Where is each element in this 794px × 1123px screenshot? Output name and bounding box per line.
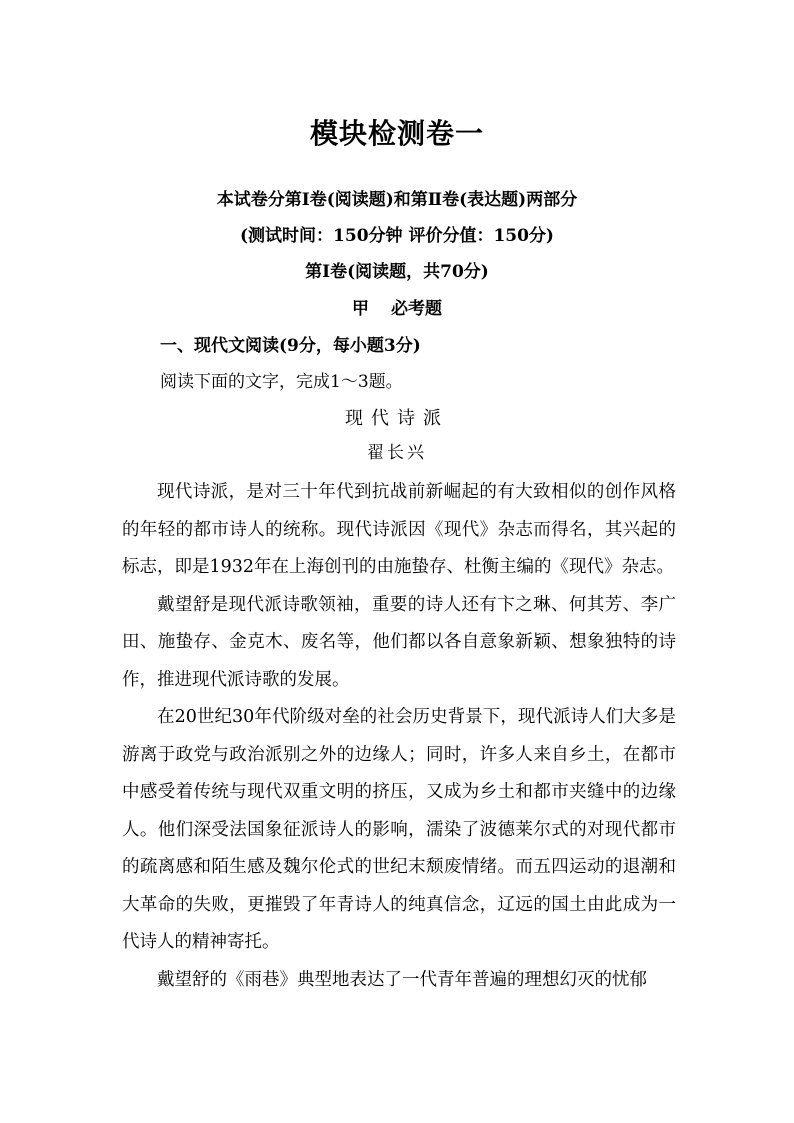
section-label-jia: 甲 <box>352 299 369 319</box>
question-heading: 一、现代文阅读(9分，每小题3分) <box>160 336 421 356</box>
section-label-required: 必考题 <box>391 299 442 319</box>
part-one-title: 第Ⅰ卷(阅读题，共70分) <box>305 262 489 282</box>
article-paragraph: 在20世纪30年代阶级对垒的社会历史背景下，现代派诗人们大多是游离于政党与政治派别之外的边缘人；同时，许多人来自乡土，在都市中感受着传统与现代双重文明的挤压，又成为乡土和都市夹缝中的边缘人。他们深受法国象征派诗人的影响，濡染了波德莱尔式的对现代都市的疏离感和陌生感及魏尔伦式的世纪末颓废情绪。而五四运动的退潮和大革命的失败，更摧毁了年青诗人的纯真信念，辽远的国土由此成为一代诗人的精神寄托。 <box>122 707 676 952</box>
article-body <box>122 474 676 999</box>
article-paragraph: 戴望舒的《雨巷》典型地表达了一代青年普遍的理想幻灭的忧郁 <box>157 969 647 990</box>
article-author: 翟长兴 <box>367 443 427 463</box>
article-paragraph: 戴望舒是现代派诗歌领袖，重要的诗人还有卞之琳、何其芳、李广田、施蛰存、金克木、废名等，他们都以各自意象新颖、想象独特的诗作，推进现代派诗歌的发展。 <box>122 594 676 690</box>
required-section-title <box>0 297 794 321</box>
page-title: 模块检测卷一 <box>309 117 484 150</box>
exam-timing-note: (测试时间：150分钟 评价分值：150分) <box>240 226 554 246</box>
reading-instruction: 阅读下面的文字，完成1～3题。 <box>160 372 403 392</box>
exam-structure-note: 本试卷分第Ⅰ卷(阅读题)和第Ⅱ卷(表达题)两部分 <box>216 190 578 210</box>
article-title: 现代诗派 <box>345 408 449 429</box>
article-paragraph: 现代诗派，是对三十年代到抗战前新崛起的有大致相似的创作风格的年轻的都市诗人的统称。现代诗派因《现代》杂志而得名，其兴起的标志，即是1932年在上海创刊的由施蛰存、杜衡主编的《现代》杂志。 <box>122 482 676 577</box>
